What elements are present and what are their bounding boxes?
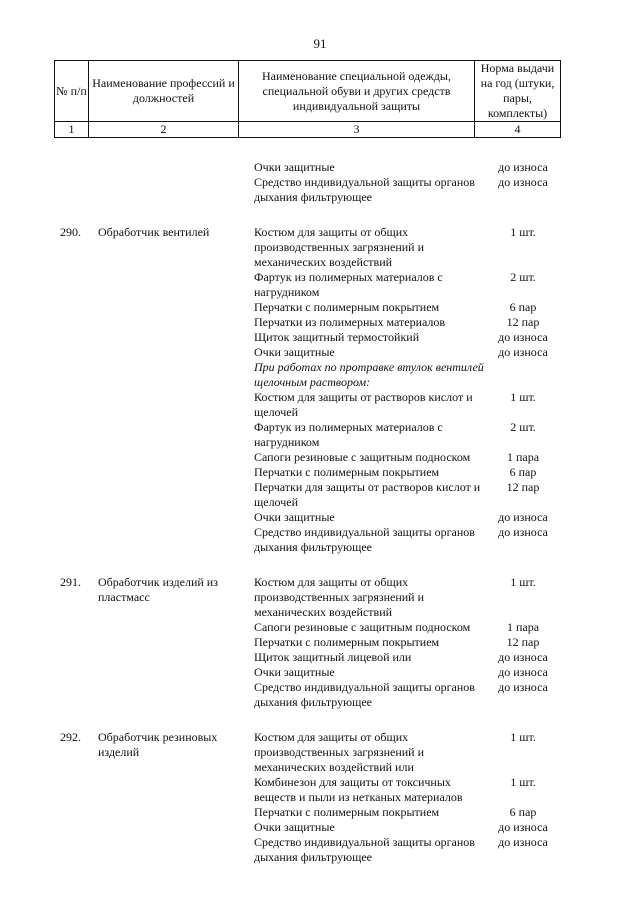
equipment-name: Перчатки с полимерным покрытием	[254, 805, 440, 819]
row-number: 291.	[60, 575, 81, 589]
profession-name: Обработчик вентилей	[98, 225, 210, 239]
equipment-item	[254, 480, 560, 510]
equipment-list	[254, 730, 560, 865]
issue-norm: до износа	[498, 175, 548, 189]
equipment-name: Щиток защитный термостойкий	[254, 330, 420, 344]
issue-norm: до износа	[498, 510, 548, 524]
page-number: 91	[313, 36, 327, 51]
issue-norm: 6 пар	[509, 465, 537, 479]
issue-norm: 2 шт.	[510, 270, 536, 284]
issue-norm: до износа	[498, 820, 548, 834]
issue-norm: до износа	[498, 665, 548, 679]
profession-group	[54, 225, 560, 555]
issue-norm: до износа	[498, 330, 548, 344]
equipment-item	[254, 805, 560, 820]
equipment-item	[254, 315, 560, 330]
equipment-name: Фартук из полимерных материалов с нагрудником	[254, 270, 443, 299]
equipment-list	[254, 575, 560, 710]
equipment-name: Перчатки с полимерным покрытием	[254, 465, 440, 479]
equipment-name: Костюм для защиты от общих производственных загрязнений и механических воздействий	[254, 575, 425, 619]
equipment-item	[254, 835, 560, 865]
issue-norm: до износа	[498, 650, 548, 664]
equipment-name: Сапоги резиновые с защитным подноском	[254, 620, 471, 634]
table-body	[54, 140, 560, 865]
col-equipment-header: Наименование специальной одежды, специальной обуви и других средств индивидуальной защиты	[239, 61, 475, 122]
issue-norm: 1 шт.	[510, 390, 536, 404]
profession-group	[54, 160, 560, 205]
col-number-header: № п/п	[55, 61, 89, 122]
equipment-name: Очки защитные	[254, 510, 335, 524]
issue-norm: до износа	[498, 680, 548, 694]
issue-norm: 6 пар	[509, 300, 537, 314]
col-index-4: 4	[475, 122, 561, 138]
equipment-name: Щиток защитный лицевой или	[254, 650, 412, 664]
equipment-item	[254, 635, 560, 650]
equipment-list	[254, 160, 560, 205]
issue-norm: 1 шт.	[510, 225, 536, 239]
col-norm-header: Норма выдачи на год (штуки, пары, комплекты)	[475, 61, 561, 122]
equipment-name: Перчатки с полимерным покрытием	[254, 635, 440, 649]
equipment-name: Средство индивидуальной защиты органов дыхания фильтрующее	[254, 835, 475, 864]
profession-name: Обработчик резиновых изделий	[98, 730, 218, 759]
issue-norm: 1 пара	[506, 450, 540, 464]
issue-norm: 1 шт.	[510, 730, 536, 744]
equipment-item	[254, 510, 560, 525]
equipment-item	[254, 345, 560, 360]
equipment-item	[254, 575, 560, 620]
equipment-name: Костюм для защиты от общих производственных загрязнений и механических воздействий или	[254, 730, 425, 774]
issue-norm	[486, 360, 560, 390]
equipment-item	[254, 330, 560, 345]
equipment-item	[254, 680, 560, 710]
equipment-item	[254, 420, 560, 450]
issue-norm: 12 пар	[506, 480, 540, 494]
equipment-list	[254, 225, 560, 555]
equipment-item	[254, 730, 560, 775]
equipment-name: Перчатки для защиты от растворов кислот и щелочей	[254, 480, 481, 509]
row-number: 290.	[60, 225, 81, 239]
profession-group	[54, 730, 560, 865]
issue-norm: 1 пара	[506, 620, 540, 634]
issue-norm: 1 шт.	[510, 775, 536, 789]
equipment-item	[254, 225, 560, 270]
equipment-name: Очки защитные	[254, 665, 335, 679]
equipment-item	[254, 665, 560, 680]
equipment-item	[254, 650, 560, 665]
equipment-item	[254, 450, 560, 465]
equipment-name: Костюм для защиты от общих производственных загрязнений и механических воздействий	[254, 225, 425, 269]
equipment-name: Перчатки с полимерным покрытием	[254, 300, 440, 314]
profession-group	[54, 575, 560, 710]
issue-norm: до износа	[498, 835, 548, 849]
col-index-3: 3	[239, 122, 475, 138]
condition-note	[254, 360, 560, 390]
issue-norm: до износа	[498, 160, 548, 174]
issue-norm: 12 пар	[506, 315, 540, 329]
col-index-2: 2	[89, 122, 239, 138]
issue-norm: до износа	[498, 345, 548, 359]
equipment-item	[254, 620, 560, 635]
equipment-name: Перчатки из полимерных материалов	[254, 315, 446, 329]
equipment-item	[254, 300, 560, 315]
col-profession-header: Наименование профессий и должностей	[89, 61, 239, 122]
equipment-name: Фартук из полимерных материалов с нагрудником	[254, 420, 443, 449]
equipment-name: Костюм для защиты от растворов кислот и щелочей	[254, 390, 473, 419]
col-index-1: 1	[55, 122, 89, 138]
row-number: 292.	[60, 730, 81, 744]
issue-norm: до износа	[498, 525, 548, 539]
equipment-item	[254, 175, 560, 205]
equipment-name: Средство индивидуальной защиты органов дыхания фильтрующее	[254, 525, 475, 554]
equipment-item	[254, 525, 560, 555]
equipment-item	[254, 160, 560, 175]
issue-norm: 1 шт.	[510, 575, 536, 589]
issue-norm: 12 пар	[506, 635, 540, 649]
equipment-name: Средство индивидуальной защиты органов дыхания фильтрующее	[254, 680, 475, 709]
table-header	[54, 60, 561, 138]
equipment-item	[254, 465, 560, 480]
equipment-name: Средство индивидуальной защиты органов дыхания фильтрующее	[254, 175, 475, 204]
equipment-name: Сапоги резиновые с защитным подноском	[254, 450, 471, 464]
equipment-name: Комбинезон для защиты от токсичных веществ и пыли из нетканых материалов	[254, 775, 463, 804]
equipment-item	[254, 775, 560, 805]
equipment-name: Очки защитные	[254, 820, 335, 834]
issue-norm: 2 шт.	[510, 420, 536, 434]
equipment-item	[254, 820, 560, 835]
equipment-item	[254, 270, 560, 300]
equipment-name: Очки защитные	[254, 345, 335, 359]
issue-norm: 6 пар	[509, 805, 537, 819]
equipment-name: Очки защитные	[254, 160, 335, 174]
equipment-name: При работах по протравке втулок вентилей щелочным раствором:	[254, 360, 484, 389]
profession-name: Обработчик изделий из пластмасс	[98, 575, 218, 604]
equipment-item	[254, 390, 560, 420]
